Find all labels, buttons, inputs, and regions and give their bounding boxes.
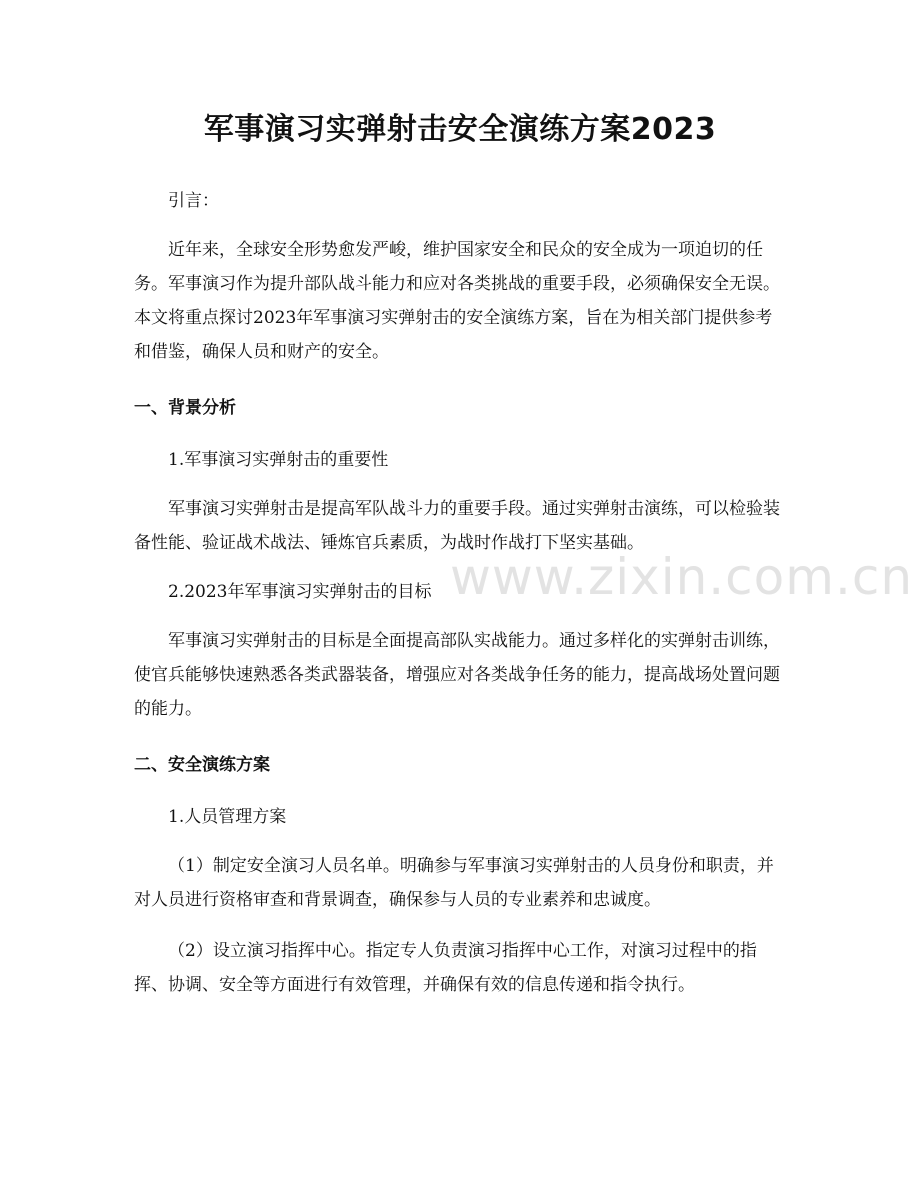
section2-item1: （1）制定安全演习人员名单。明确参与军事演习实弹射击的人员身份和职责，并对人员进行资格审查和背景调查，确保参与人员的专业素养和忠诚度。: [134, 856, 774, 910]
document-title: 军事演习实弹射击安全演练方案2023: [203, 112, 717, 147]
watermark: www.zixin.com.cn: [450, 548, 914, 606]
section1-sub2-text: 军事演习实弹射击的目标是全面提高部队实战能力。通过多样化的实弹射击训练，使官兵能够快速熟悉各类武器装备，增强应对各类战争任务的能力，提高战场处置问题的能力。: [134, 631, 780, 719]
section1-sub1-title: 1.军事演习实弹射击的重要性: [168, 450, 389, 470]
intro-paragraph: 近年来，全球安全形势愈发严峻，维护国家安全和民众的安全成为一项迫切的任务。军事演习作为提升部队战斗能力和应对各类挑战的重要手段，必须确保安全无误。本文将重点探讨2023年军事演习实弹射击的安全演练方案，旨在为相关部门提供参考和借鉴，确保人员和财产的安全。: [134, 240, 780, 362]
section1-heading: 一、背景分析: [134, 398, 236, 418]
section1-sub2-title: 2.2023年军事演习实弹射击的目标: [168, 582, 432, 602]
section2-sub1-title: 1.人员管理方案: [168, 807, 287, 827]
section1-sub1-text: 军事演习实弹射击是提高军队战斗力的重要手段。通过实弹射击演练，可以检验装备性能、验证战术战法、锤炼官兵素质，为战时作战打下坚实基础。: [134, 499, 780, 553]
section2-heading: 二、安全演练方案: [134, 755, 270, 775]
intro-label: 引言：: [168, 191, 219, 211]
section2-item2: （2）设立演习指挥中心。指定专人负责演习指挥中心工作，对演习过程中的指挥、协调、安全等方面进行有效管理，并确保有效的信息传递和指令执行。: [134, 941, 757, 995]
